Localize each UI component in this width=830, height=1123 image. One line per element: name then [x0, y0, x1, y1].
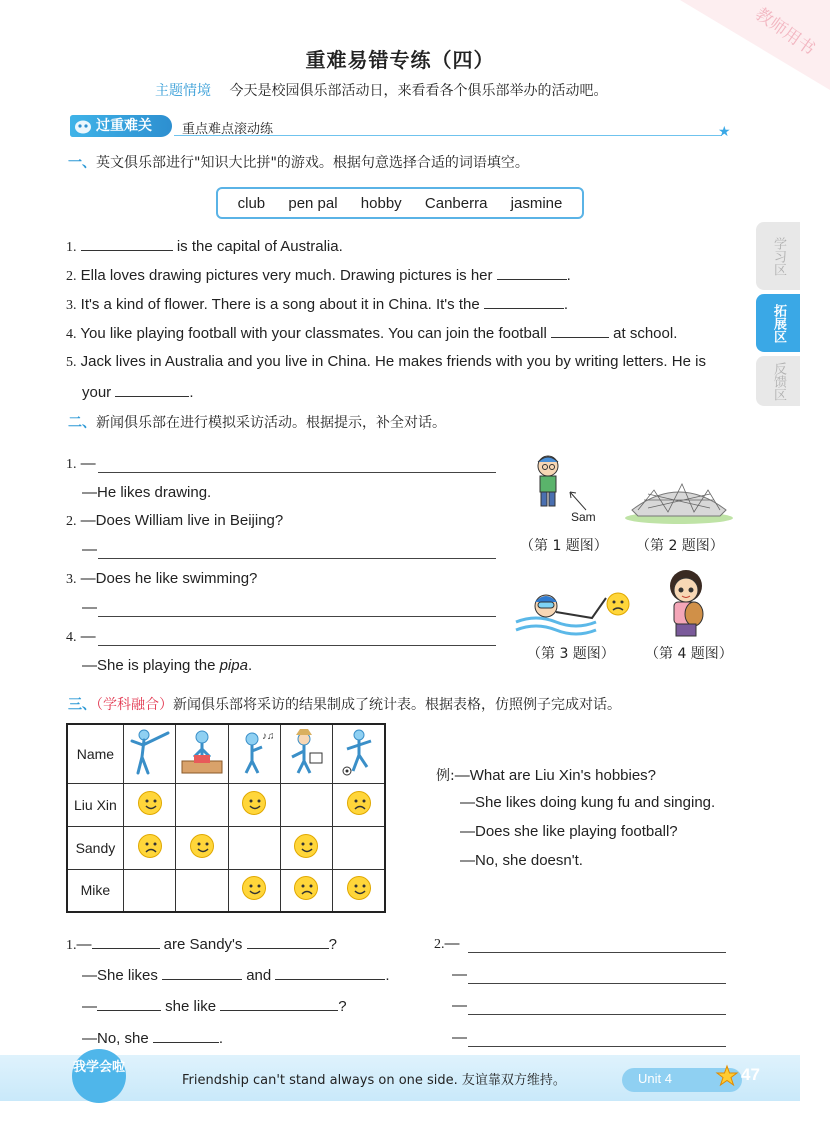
cell-face — [176, 826, 228, 869]
item-number: 2. — [434, 937, 445, 952]
mascot-icon — [74, 118, 92, 134]
theme-text: 今天是校园俱乐部活动日，来看看各个俱乐部举办的活动吧。 — [229, 83, 608, 99]
answer-blank[interactable] — [97, 997, 161, 1011]
pic1-caption: （第 1 题图） — [520, 538, 608, 554]
smile-face-icon — [138, 791, 162, 815]
cell-empty — [280, 783, 332, 826]
dialogue-text: are Sandy's — [163, 936, 243, 953]
section2-heading — [68, 412, 446, 432]
boy-drawing-illustration — [526, 452, 606, 514]
item-punct: . — [566, 267, 571, 284]
item-number: 1. — [66, 938, 77, 953]
dialogue-punct: . — [247, 657, 253, 674]
section3-number: 三、 — [68, 697, 96, 713]
dialogue-text: and — [246, 967, 272, 984]
answer-blank[interactable] — [275, 966, 385, 980]
answer-line[interactable] — [98, 472, 496, 473]
item-text: It's a kind of flower. There is a song about it in China. It's the — [80, 296, 480, 313]
s3-q2-dash-4: — — [452, 1029, 467, 1046]
section1-number: 一、 — [68, 155, 96, 171]
banner-tag-label: 过重难关 — [96, 118, 152, 134]
item-text: your — [82, 384, 112, 401]
dialogue-text: —Does he like swimming? — [80, 570, 258, 587]
s2-a2-dash: — — [82, 541, 97, 558]
svg-text:♪♫: ♪♫ — [262, 731, 275, 743]
unit-label: Unit 4 — [638, 1071, 672, 1086]
section3-instruction: 新闻俱乐部将采访的结果制成了统计表。根据表格，仿照例子完成对话。 — [173, 697, 621, 713]
tab-study-zone[interactable]: 学习区 — [756, 222, 800, 290]
answer-blank[interactable] — [115, 383, 189, 397]
page-title: 重难易错专练（四） — [305, 48, 495, 72]
item-text: You like playing football with your classmates. You can join the football — [80, 325, 547, 342]
kung-fu-icon — [123, 724, 175, 783]
tab-expand-zone[interactable]: 拓展区 — [756, 294, 800, 352]
dialogue-text: —She is playing the — [82, 657, 220, 674]
item-number: 2. — [66, 514, 77, 529]
example-line-1 — [436, 765, 656, 785]
pic4-caption: （第 4 题图） — [645, 646, 733, 662]
dialogue-italic: pipa — [219, 657, 248, 674]
s3-q1-line2 — [82, 966, 390, 984]
playing-football-icon-2 — [333, 724, 385, 783]
cell-empty — [123, 869, 175, 912]
item-text: Jack lives in Australia and you live in China. He makes friends with you by writing letters. He is — [80, 353, 706, 370]
item-number: 4. — [66, 630, 77, 645]
banner-divider — [174, 135, 722, 136]
dialogue-punct: . — [385, 967, 390, 984]
word-jasmine: jasmine — [510, 194, 563, 212]
table-row — [67, 826, 385, 869]
s2-q3 — [66, 570, 257, 588]
word-bank — [216, 187, 584, 219]
mascot-badge: 我学会啦 — [72, 1049, 126, 1103]
answer-line[interactable] — [98, 645, 496, 646]
s1-item-4 — [66, 324, 677, 343]
s3-q2-dash-3: — — [452, 997, 467, 1014]
item-number: 3. — [66, 298, 77, 313]
item-number: 1. — [66, 240, 77, 255]
frown-face-icon — [294, 876, 318, 900]
cell-face — [280, 869, 332, 912]
smile-face-icon — [347, 876, 371, 900]
dialogue-punct: . — [218, 1030, 224, 1047]
table-row — [67, 783, 385, 826]
dialogue-text: —Does William live in Beijing? — [80, 512, 284, 529]
answer-blank[interactable] — [247, 935, 329, 949]
row-name: Sandy — [67, 826, 123, 869]
banner-subtitle: 重点难点滚动练 — [182, 122, 274, 137]
dialogue-dash: — — [444, 935, 460, 952]
table-header-name: Name — [67, 724, 123, 783]
pic2-caption: （第 2 题图） — [636, 538, 724, 554]
dialogue-dash: — — [76, 936, 92, 953]
item-number: 2. — [66, 269, 77, 284]
s3-q2-dash-2: — — [452, 966, 467, 983]
star-icon: ★ — [718, 124, 731, 140]
section1-heading — [68, 152, 529, 172]
s2-q4 — [66, 628, 96, 646]
smile-face-icon — [242, 876, 266, 900]
cell-face — [228, 869, 280, 912]
word-club: club — [237, 194, 266, 212]
dialogue-dash: — — [80, 628, 96, 645]
answer-blank[interactable] — [153, 1029, 219, 1043]
answer-line[interactable] — [468, 1014, 726, 1015]
s1-item-2 — [66, 266, 571, 285]
item-punct: . — [189, 384, 194, 401]
girl-playing-pipa-illustration — [656, 564, 716, 640]
table-row — [67, 869, 385, 912]
answer-blank[interactable] — [497, 266, 567, 280]
s3-q1-line4 — [82, 1029, 223, 1047]
cell-empty — [333, 826, 385, 869]
star-badge-icon — [716, 1065, 738, 1087]
reading-icon — [176, 724, 228, 783]
s2-a3-dash: — — [82, 599, 97, 616]
smile-face-icon — [242, 791, 266, 815]
pic3-caption: （第 3 题图） — [527, 646, 615, 662]
item-number: 3. — [66, 572, 77, 587]
answer-blank[interactable] — [162, 966, 242, 980]
s1-item-1 — [66, 237, 343, 256]
section2-instruction: 新闻俱乐部在进行模拟采访活动。根据提示，补全对话。 — [96, 415, 446, 431]
frown-face-icon — [138, 834, 162, 858]
cell-face — [333, 783, 385, 826]
item-text: at school. — [613, 325, 678, 342]
dialogue-text: —She likes — [82, 967, 158, 984]
s3-q2-line1 — [434, 935, 460, 953]
item-number: 1. — [66, 457, 77, 472]
answer-blank[interactable] — [220, 997, 338, 1011]
dialogue-dash: — — [80, 455, 96, 472]
cell-empty — [176, 783, 228, 826]
cell-face — [280, 826, 332, 869]
s3-q1-line3 — [82, 997, 347, 1015]
answer-line[interactable] — [468, 983, 726, 984]
page-footer — [0, 1055, 800, 1123]
item-number: 5. — [66, 355, 77, 370]
answer-line[interactable] — [468, 1046, 726, 1047]
theme-label: 主题情境 — [155, 83, 211, 99]
sam-label: Sam — [571, 510, 596, 524]
word-pen-pal: pen pal — [288, 194, 338, 212]
answer-blank[interactable] — [92, 935, 160, 949]
tab-feedback-zone[interactable]: 反馈区 — [756, 356, 800, 406]
s1-item-5 — [66, 353, 738, 371]
word-hobby: hobby — [360, 194, 402, 212]
s3-q1-line1 — [66, 935, 337, 954]
s1-item-5-line2 — [82, 383, 194, 401]
answer-line[interactable] — [98, 558, 496, 559]
dialogue-text: —No, she — [82, 1030, 149, 1047]
example-line-3: —Does she like playing football? — [460, 823, 678, 840]
answer-blank[interactable] — [484, 295, 564, 309]
answer-blank[interactable] — [81, 237, 173, 251]
item-text: Ella loves drawing pictures very much. Drawing pictures is her — [80, 267, 493, 284]
boy-swimming-illustration — [516, 578, 636, 640]
s1-item-3 — [66, 295, 568, 314]
table-header-row — [67, 724, 385, 783]
dialogue-dash: — — [82, 998, 97, 1015]
s2-q1 — [66, 455, 96, 473]
hobby-survey-table — [66, 723, 386, 913]
section3-tag: （学科融合） — [96, 697, 173, 713]
example-line-4: —No, she doesn't. — [460, 852, 583, 869]
cell-face — [228, 783, 280, 826]
answer-line[interactable] — [468, 952, 726, 953]
cell-empty — [176, 869, 228, 912]
example-line-2: —She likes doing kung fu and singing. — [460, 794, 716, 811]
section3-heading — [68, 694, 621, 714]
footer-quote: Friendship can't stand always on one side. 友谊靠双方维持。 — [182, 1073, 566, 1088]
s2-q2 — [66, 512, 283, 530]
dialogue-punct: ? — [328, 936, 337, 953]
section1-instruction: 英文俱乐部进行"知识大比拼"的游戏。根据句意选择合适的词语填空。 — [96, 155, 529, 171]
playing-football-icon-1 — [280, 724, 332, 783]
smile-face-icon — [294, 834, 318, 858]
row-name: Mike — [67, 869, 123, 912]
cell-face — [123, 826, 175, 869]
section2-number: 二、 — [68, 415, 96, 431]
svg-text:教师用书: 教师用书 — [751, 4, 819, 60]
cell-face — [333, 869, 385, 912]
word-canberra: Canberra — [424, 194, 488, 212]
answer-line[interactable] — [98, 616, 496, 617]
frown-face-icon — [347, 791, 371, 815]
cell-face — [123, 783, 175, 826]
item-punct: . — [563, 296, 569, 313]
example-text: —What are Liu Xin's hobbies? — [454, 767, 657, 784]
example-label: 例: — [436, 768, 455, 784]
cell-empty — [228, 826, 280, 869]
answer-blank[interactable] — [551, 324, 609, 338]
s2-a1: —He likes drawing. — [82, 484, 212, 501]
birds-nest-stadium-illustration — [624, 470, 734, 524]
row-name: Liu Xin — [67, 783, 123, 826]
item-number: 4. — [66, 327, 77, 342]
s2-a4 — [82, 657, 252, 674]
theme-context — [155, 80, 607, 100]
singing-icon — [228, 724, 280, 783]
item-text: is the capital of Australia. — [176, 238, 343, 255]
dialogue-punct: ? — [338, 998, 347, 1015]
smile-face-icon — [190, 834, 214, 858]
page-number: 47 — [741, 1065, 760, 1084]
section-banner — [70, 115, 730, 139]
dialogue-text: she like — [165, 998, 217, 1015]
